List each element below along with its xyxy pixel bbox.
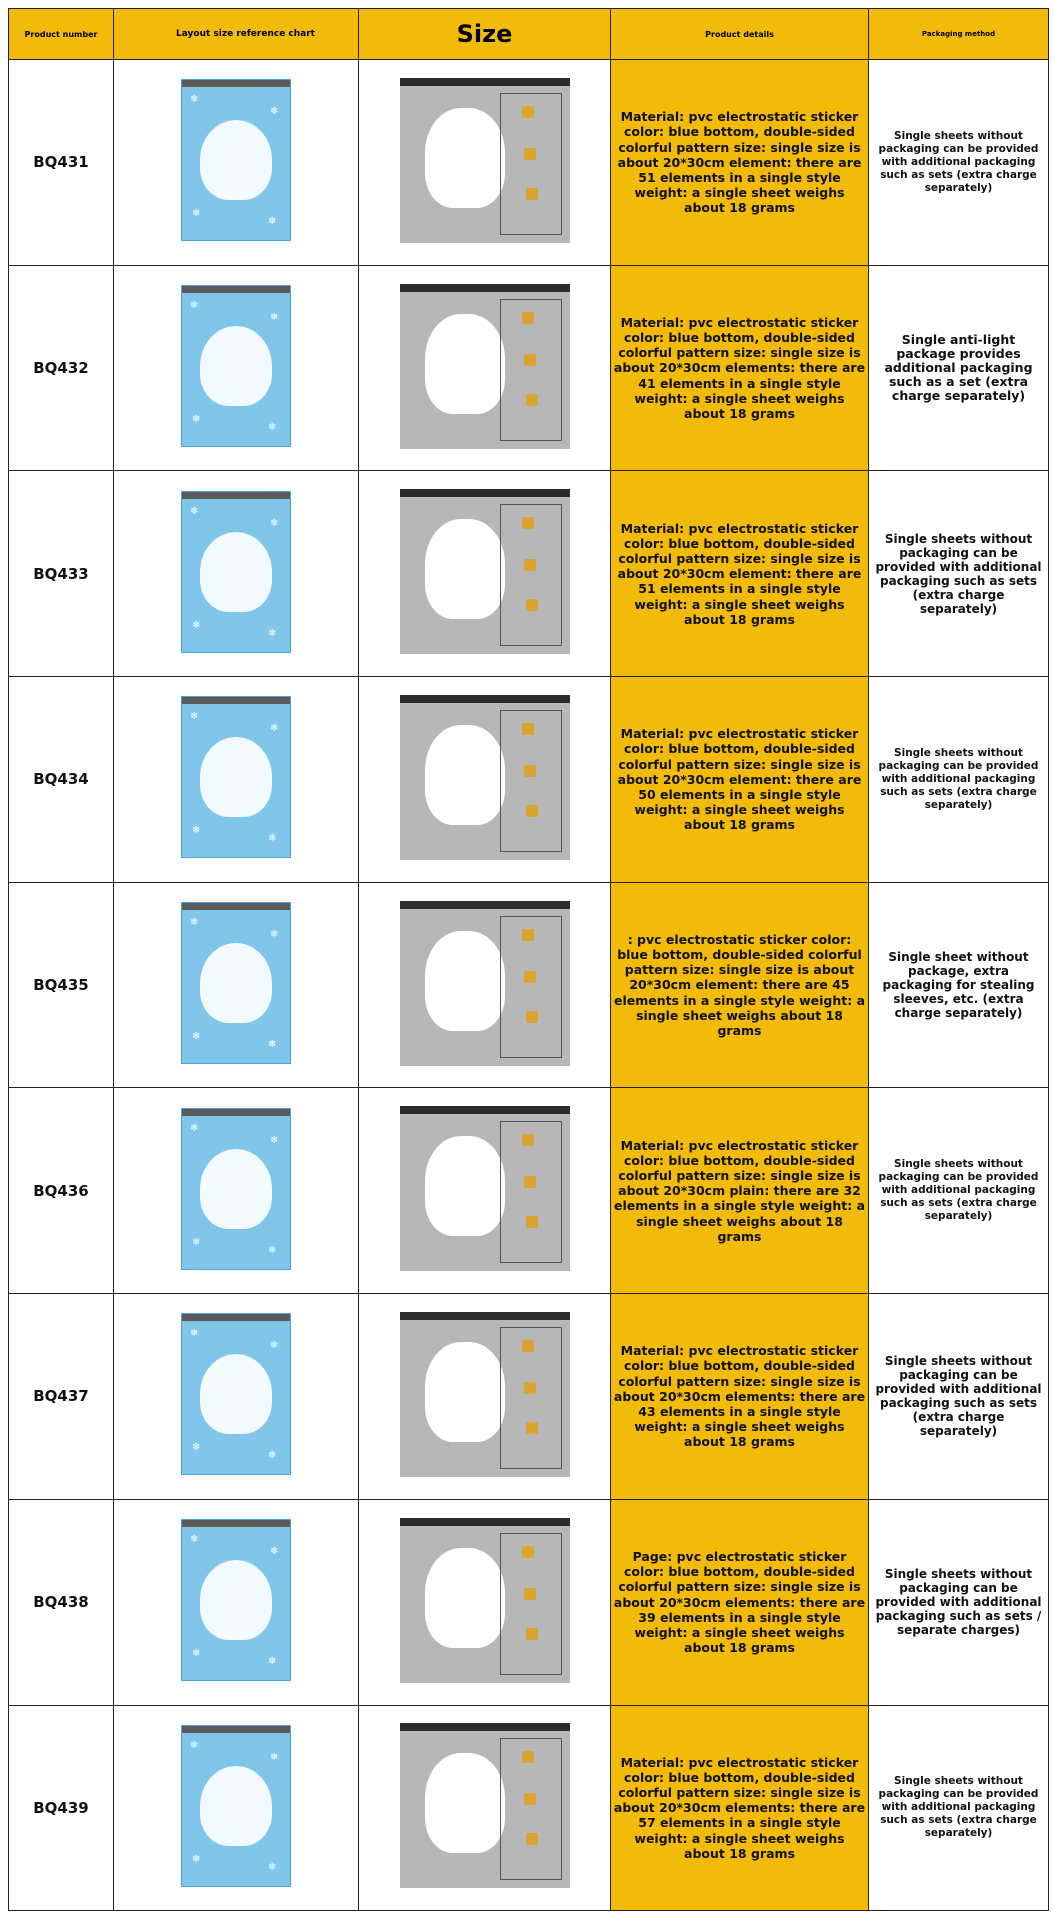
product-number: BQ434 (9, 677, 114, 883)
packaging-method: Single sheets without packaging can be provided with additional packaging such as sets (extra charge separately) (869, 1705, 1049, 1911)
layout-reference-image-cell (114, 1294, 359, 1500)
table-row (9, 265, 1049, 471)
size-reference-image (400, 1518, 570, 1683)
layout-reference-image-cell (114, 1088, 359, 1294)
packaging-method: Single sheets without packaging can be provided with additional packaging such as sets / separate charges) (869, 1499, 1049, 1705)
table-row (9, 1499, 1049, 1705)
product-details: : pvc electrostatic sticker color: blue bottom, double-sided colorful pattern size: single size is about 20*30cm element: there are 45 elements in a single style weight: a single sheet weighs about 18 grams (611, 882, 869, 1088)
product-details: Material: pvc electrostatic sticker color: blue bottom, double-sided colorful pattern size: single size is about 20*30cm elements: there are 43 elements in a single style weight: a single sheet weighs about 18 grams (611, 1294, 869, 1500)
size-reference-image-cell (359, 265, 611, 471)
header-row (9, 9, 1049, 60)
size-reference-image-cell (359, 1294, 611, 1500)
product-table (8, 8, 1049, 1911)
size-reference-image-cell (359, 1705, 611, 1911)
table-row (9, 677, 1049, 883)
table-row (9, 882, 1049, 1088)
packaging-method: Single sheets without packaging can be provided with additional packaging such as sets (extra charge separately) (869, 677, 1049, 883)
product-number: BQ431 (9, 60, 114, 266)
table-row (9, 1705, 1049, 1911)
layout-reference-image-cell (114, 265, 359, 471)
layout-reference-image: ❄ ❄ ❄ ❄ (181, 1313, 291, 1475)
packaging-method: Single anti-light package provides additional packaging such as a set (extra charge separately) (869, 265, 1049, 471)
size-reference-image (400, 489, 570, 654)
layout-reference-image-cell (114, 60, 359, 266)
packaging-method: Single sheets without packaging can be provided with additional packaging such as sets (extra charge separately) (869, 471, 1049, 677)
size-reference-image-cell (359, 677, 611, 883)
header-size: Size (359, 9, 611, 60)
header-product-details: Product details (611, 9, 869, 60)
packaging-method: Single sheets without packaging can be provided with additional packaging such as sets (extra charge separately) (869, 1088, 1049, 1294)
product-number: BQ437 (9, 1294, 114, 1500)
product-details: Material: pvc electrostatic sticker color: blue bottom, double-sided colorful pattern size: single size is about 20*30cm element: there are 50 elements in a single style weight: a single sheet weighs about 18 grams (611, 677, 869, 883)
product-details: Material: pvc electrostatic sticker color: blue bottom, double-sided colorful pattern size: single size is about 20*30cm plain: there are 32 elements in a single style weight: a single sheet weighs about 18 grams (611, 1088, 869, 1294)
size-reference-image (400, 695, 570, 860)
product-number: BQ438 (9, 1499, 114, 1705)
size-reference-image (400, 901, 570, 1066)
product-number: BQ436 (9, 1088, 114, 1294)
size-reference-image (400, 78, 570, 243)
header-layout-chart: Layout size reference chart (114, 9, 359, 60)
size-reference-image (400, 1106, 570, 1271)
packaging-method: Single sheets without packaging can be provided with additional packaging such as sets (extra charge separately) (869, 1294, 1049, 1500)
layout-reference-image-cell (114, 882, 359, 1088)
layout-reference-image: ❄ ❄ ❄ ❄ (181, 1725, 291, 1887)
size-reference-image-cell (359, 882, 611, 1088)
layout-reference-image-cell (114, 471, 359, 677)
size-reference-image-cell (359, 471, 611, 677)
table-row (9, 60, 1049, 266)
size-reference-image-cell (359, 1499, 611, 1705)
header-product-number: Product number (9, 9, 114, 60)
product-details: Material: pvc electrostatic sticker color: blue bottom, double-sided colorful pattern size: single size is about 20*30cm element: there are 51 elements in a single style weight: a single sheet weighs about 18 grams (611, 60, 869, 266)
product-number: BQ439 (9, 1705, 114, 1911)
size-reference-image-cell (359, 60, 611, 266)
size-reference-image-cell (359, 1088, 611, 1294)
layout-reference-image: ❄ ❄ ❄ ❄ (181, 1108, 291, 1270)
product-details: Page: pvc electrostatic sticker color: blue bottom, double-sided colorful pattern size: single size is about 20*30cm elements: there are 39 elements in a single style weight: a single sheet weighs about 18 grams (611, 1499, 869, 1705)
layout-reference-image-cell (114, 677, 359, 883)
header-packaging-method: Packaging method (869, 9, 1049, 60)
product-number: BQ435 (9, 882, 114, 1088)
layout-reference-image: ❄ ❄ ❄ ❄ (181, 902, 291, 1064)
product-number: BQ433 (9, 471, 114, 677)
layout-reference-image-cell (114, 1705, 359, 1911)
layout-reference-image-cell (114, 1499, 359, 1705)
product-details: Material: pvc electrostatic sticker color: blue bottom, double-sided colorful pattern size: single size is about 20*30cm element: there are 51 elements in a single style weight: a single sheet weighs about 18 grams (611, 471, 869, 677)
layout-reference-image: ❄ ❄ ❄ ❄ (181, 285, 291, 447)
table-row (9, 471, 1049, 677)
layout-reference-image: ❄ ❄ ❄ ❄ (181, 79, 291, 241)
layout-reference-image: ❄ ❄ ❄ ❄ (181, 696, 291, 858)
packaging-method: Single sheets without packaging can be provided with additional packaging such as sets (extra charge separately) (869, 60, 1049, 266)
size-reference-image (400, 284, 570, 449)
size-reference-image (400, 1723, 570, 1888)
table-row (9, 1294, 1049, 1500)
packaging-method: Single sheet without package, extra packaging for stealing sleeves, etc. (extra charge separately) (869, 882, 1049, 1088)
product-number: BQ432 (9, 265, 114, 471)
size-reference-image (400, 1312, 570, 1477)
product-details: Material: pvc electrostatic sticker color: blue bottom, double-sided colorful pattern size: single size is about 20*30cm elements: there are 57 elements in a single style weight: a single sheet weighs about 18 grams (611, 1705, 869, 1911)
product-details: Material: pvc electrostatic sticker color: blue bottom, double-sided colorful pattern size: single size is about 20*30cm elements: there are 41 elements in a single style weight: a single sheet weighs about 18 grams (611, 265, 869, 471)
table-row (9, 1088, 1049, 1294)
layout-reference-image: ❄ ❄ ❄ ❄ (181, 491, 291, 653)
layout-reference-image: ❄ ❄ ❄ ❄ (181, 1519, 291, 1681)
